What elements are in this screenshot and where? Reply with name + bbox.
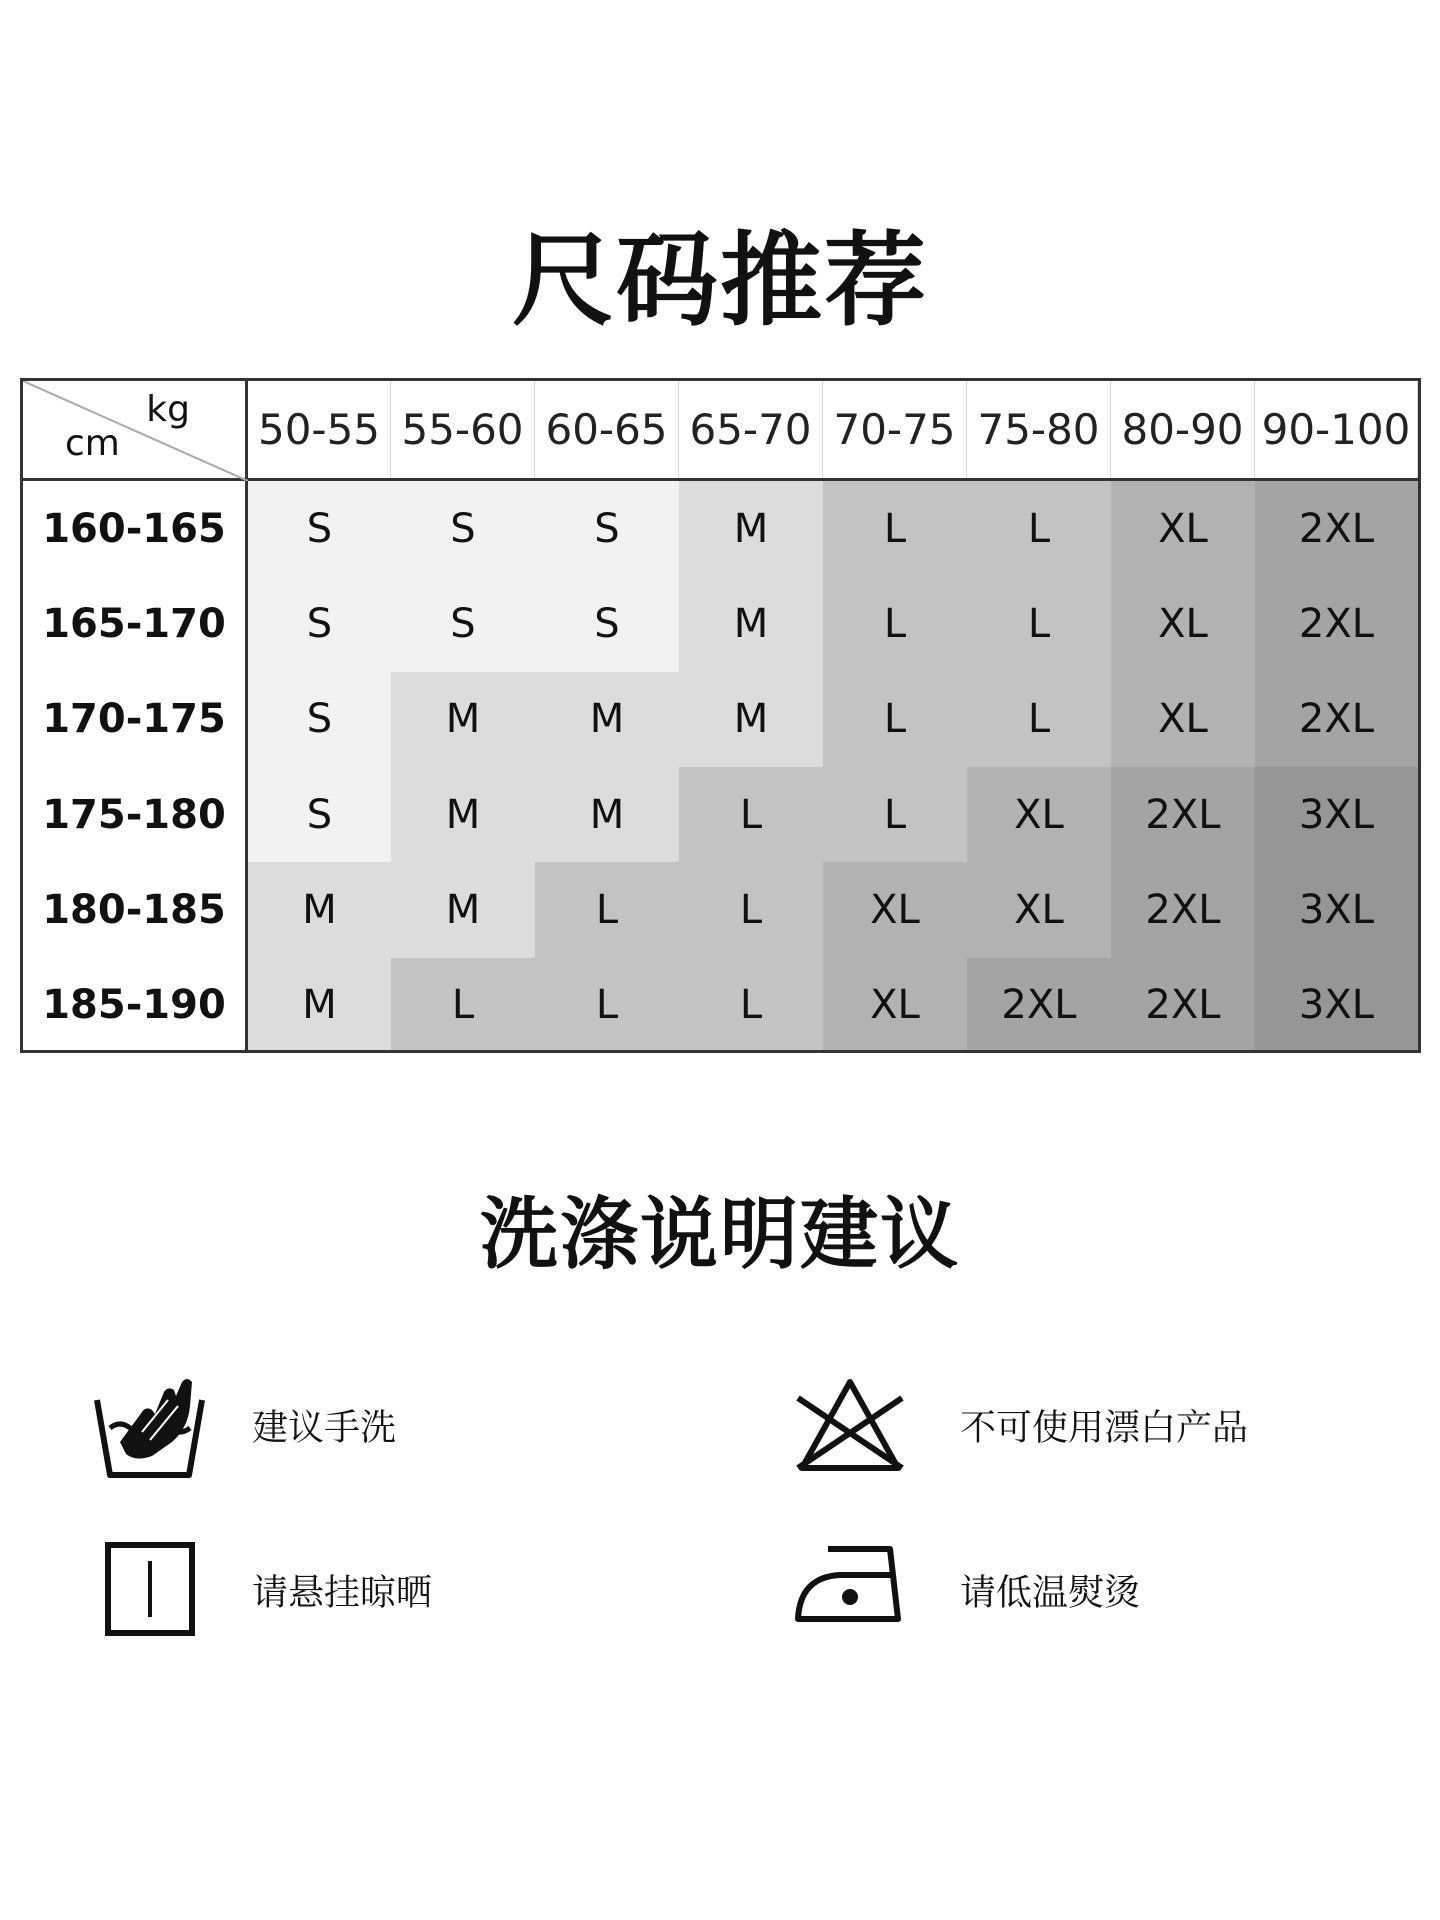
weight-range-header: 70-75	[823, 381, 967, 478]
care-item-no-bleach	[790, 1370, 1410, 1480]
care-item-low-iron	[790, 1535, 1410, 1645]
size-cell: 2XL	[1111, 958, 1255, 1053]
hand-wash-icon	[92, 1370, 207, 1480]
size-cell: L	[823, 576, 967, 671]
size-cell: L	[967, 481, 1111, 576]
height-range-label: 180-185	[23, 862, 248, 957]
size-cell: XL	[1111, 672, 1255, 767]
size-cell: M	[679, 481, 823, 576]
weight-unit-label: kg	[146, 389, 190, 430]
care-instructions-title: 洗涤说明建议	[479, 1190, 960, 1280]
size-recommendation-title: 尺码推荐	[512, 222, 928, 341]
height-range-label: 175-180	[23, 767, 248, 862]
size-cell: L	[967, 672, 1111, 767]
care-label-hand-wash: 建议手洗	[252, 1407, 397, 1449]
size-cell: L	[967, 576, 1111, 671]
size-cell: XL	[823, 862, 967, 957]
size-cell: M	[679, 672, 823, 767]
size-cell: 2XL	[1111, 862, 1255, 957]
size-cell: L	[823, 767, 967, 862]
size-cell: M	[248, 862, 391, 957]
low-iron-icon	[790, 1535, 910, 1645]
weight-range-header: 80-90	[1111, 381, 1255, 478]
size-table	[20, 378, 1421, 1053]
size-cell: S	[248, 767, 391, 862]
size-cell: S	[248, 576, 391, 671]
size-cell: S	[391, 576, 535, 671]
weight-range-header: 50-55	[248, 381, 391, 478]
size-cell: M	[535, 672, 679, 767]
weight-range-header: 75-80	[967, 381, 1111, 478]
care-label-hang-dry: 请悬挂晾晒	[252, 1572, 433, 1614]
no-bleach-icon	[790, 1370, 910, 1480]
height-range-label: 170-175	[23, 672, 248, 767]
size-cell: 3XL	[1255, 862, 1418, 957]
size-cell: XL	[967, 862, 1111, 957]
height-unit-label: cm	[65, 423, 120, 464]
size-cell: 3XL	[1255, 767, 1418, 862]
size-cell: L	[535, 958, 679, 1053]
size-cell: 2XL	[967, 958, 1111, 1053]
size-cell: M	[535, 767, 679, 862]
size-cell: L	[823, 672, 967, 767]
table-corner-cell	[23, 381, 248, 481]
size-cell: L	[535, 862, 679, 957]
table-header-row	[23, 381, 1418, 481]
table-body	[23, 481, 1418, 1053]
size-cell: S	[391, 481, 535, 576]
size-cell: L	[679, 862, 823, 957]
size-cell: 2XL	[1111, 767, 1255, 862]
size-cell: XL	[823, 958, 967, 1053]
size-cell: XL	[1111, 576, 1255, 671]
size-cell: L	[823, 481, 967, 576]
height-range-label: 185-190	[23, 958, 248, 1053]
height-range-label: 165-170	[23, 576, 248, 671]
weight-range-header: 60-65	[535, 381, 679, 478]
size-cell: M	[391, 862, 535, 957]
weight-range-header: 65-70	[679, 381, 823, 478]
weight-range-header: 55-60	[391, 381, 535, 478]
size-cell: S	[535, 481, 679, 576]
hang-dry-icon	[100, 1535, 200, 1645]
care-label-low-iron: 请低温熨烫	[960, 1572, 1141, 1614]
size-cell: S	[535, 576, 679, 671]
size-cell: S	[248, 672, 391, 767]
care-label-no-bleach: 不可使用漂白产品	[960, 1407, 1249, 1449]
size-cell: M	[391, 672, 535, 767]
size-cell: 3XL	[1255, 958, 1418, 1053]
size-cell: 2XL	[1255, 672, 1418, 767]
size-cell: XL	[1111, 481, 1255, 576]
size-cell: M	[391, 767, 535, 862]
size-cell: L	[679, 958, 823, 1053]
corner-diagonal-line	[23, 381, 248, 481]
size-cell: 2XL	[1255, 481, 1418, 576]
size-cell: 2XL	[1255, 576, 1418, 671]
size-cell: XL	[967, 767, 1111, 862]
size-cell: S	[248, 481, 391, 576]
size-cell: L	[679, 767, 823, 862]
size-cell: M	[248, 958, 391, 1053]
care-item-hang-dry	[100, 1535, 700, 1645]
height-range-label: 160-165	[23, 481, 248, 576]
care-item-hand-wash	[92, 1370, 692, 1480]
weight-range-header: 90-100	[1255, 381, 1418, 478]
size-cell: L	[391, 958, 535, 1053]
size-cell: M	[679, 576, 823, 671]
